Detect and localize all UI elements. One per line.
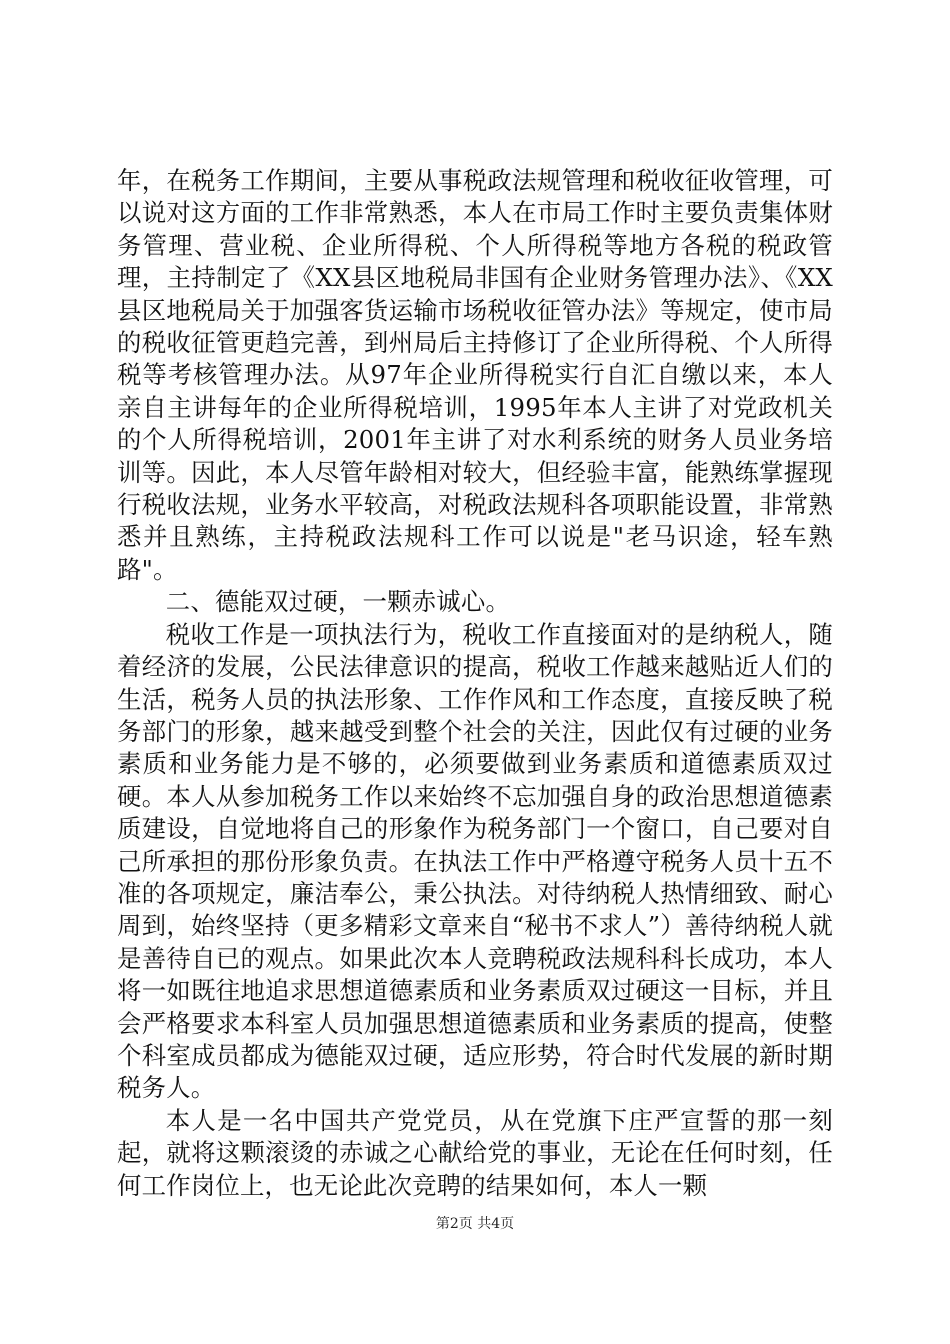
paragraph-party-member: 本人是一名中国共产党党员，从在党旗下庄严宣誓的那一刻起，就将这颗滚烫的赤诚之心献给党的事业，无论在任何时刻，任何工作岗位上，也无论此次竞聘的结果如何，本人一颗 [117, 1105, 833, 1200]
paragraph-experience: 年，在税务工作期间，主要从事税政法规管理和税收征收管理，可以说对这方面的工作非常熟悉，本人在市局工作时主要负责集体财务管理、营业税、企业所得税、个人所得税等地方各税的税政管理，主持制定了《XX县区地税局非国有企业财务管理办法》、《XX县区地税局关于加强客货运输市场税收征管办法》等规定，使市局的税收征管更趋完善，到州局后主持修订了企业所得税、个人所得税等考核管理办法。从97年企业所得税实行自汇自缴以来，本人亲自主讲每年的企业所得税培训，1995年本人主讲了对党政机关的个人所得税培训，2001年主讲了对水利系统的财务人员业务培训等。因此，本人尽管年龄相对较大，但经验丰富，能熟练掌握现行税收法规，业务水平较高，对税政法规科各项职能设置，非常熟悉并且熟练，主持税政法规科工作可以说是"老马识途，轻车熟路"。 [117, 166, 833, 584]
paragraph-tax-enforcement: 税收工作是一项执法行为，税收工作直接面对的是纳税人，随着经济的发展，公民法律意识的提高，税收工作越来越贴近人们的生活，税务人员的执法形象、工作作风和工作态度，直接反映了税务部门的形象，越来越受到整个社会的关注，因此仅有过硬的业务素质和业务能力是不够的，必须要做到业务素质和道德素质双过硬。本人从参加税务工作以来始终不忘加强自身的政治思想道德素质建设，自觉地将自己的形象作为税务部门一个窗口，自己要对自己所承担的那份形象负责。在执法工作中严格遵守税务人员十五不准的各项规定，廉洁奉公，秉公执法。对待纳税人热情细致、耐心周到，始终坚持（更多精彩文章来自“秘书不求人”）善待纳税人就是善待自已的观点。如果此次本人竞聘税政法规科科长成功，本人将一如既往地追求思想道德素质和业务素质双过硬这一目标，并且会严格要求本科室人员加强思想道德素质和业务素质的提高，使整个科室成员都成为德能双过硬，适应形势，符合时代发展的新时期税务人。 [117, 619, 833, 1103]
document-body [117, 165, 833, 1202]
page-number-footer: 第2页 共4页 [435, 1216, 515, 1232]
section-heading-virtue: 二、德能双过硬，一颗赤诚心。 [165, 587, 511, 617]
